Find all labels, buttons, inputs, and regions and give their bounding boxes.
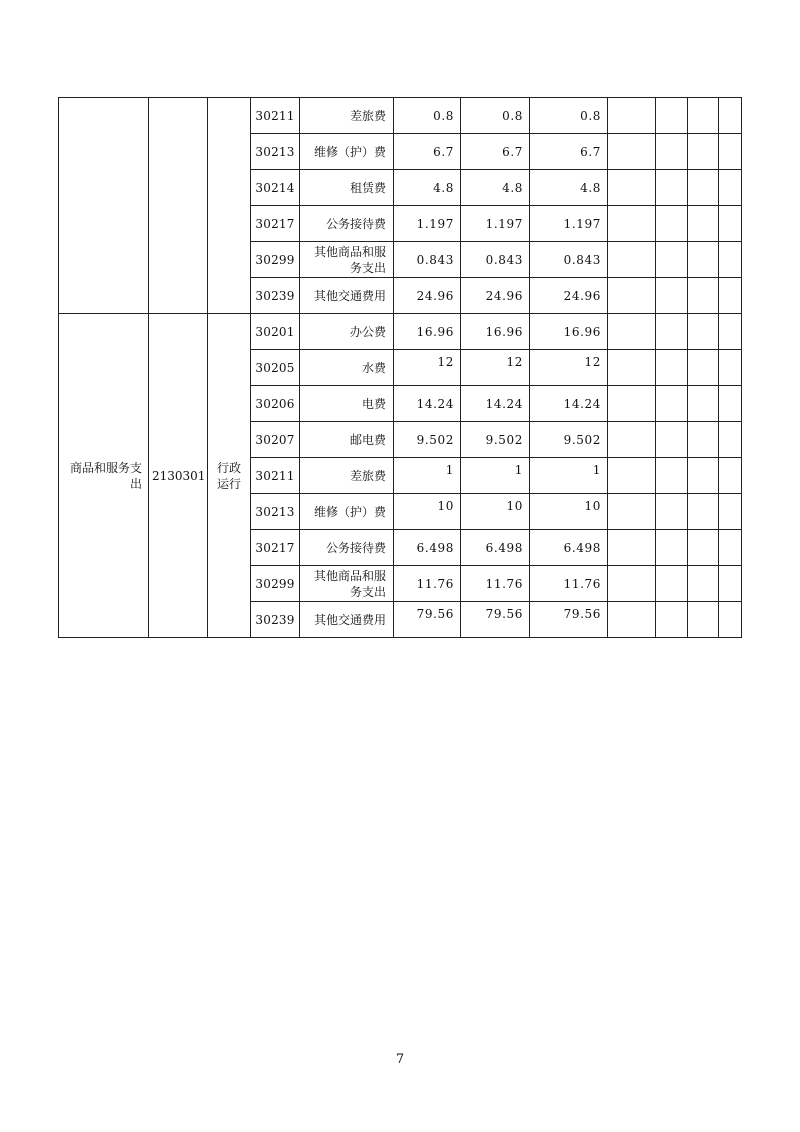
item-code-cell: 30217 [251,530,300,566]
empty-cell [656,206,688,242]
public-value-cell: 9.502 [530,422,608,458]
item-code-cell: 30211 [251,458,300,494]
empty-cell [656,494,688,530]
empty-cell [719,350,742,386]
public-value-cell: 0.8 [530,98,608,134]
empty-cell [608,350,656,386]
public-value-cell: 6.7 [530,134,608,170]
total-value-cell: 12 [394,350,461,386]
empty-cell [608,422,656,458]
empty-cell [719,458,742,494]
empty-cell [656,458,688,494]
empty-cell [688,242,719,278]
total-value-cell: 1.197 [394,206,461,242]
item-name-cell: 其他商品和服务支出 [300,242,394,278]
public-value-cell: 12 [530,350,608,386]
empty-cell [608,494,656,530]
public-value-cell: 4.8 [530,170,608,206]
budget-table [58,97,742,638]
empty-cell [608,170,656,206]
table-row [59,314,742,350]
item-name-cell: 公务接待费 [300,530,394,566]
basic-value-cell: 16.96 [461,314,530,350]
empty-cell [719,422,742,458]
item-name-cell: 其他交通费用 [300,278,394,314]
total-value-cell: 6.498 [394,530,461,566]
item-name-cell: 差旅费 [300,98,394,134]
item-code-cell: 30217 [251,206,300,242]
item-name-cell: 租赁费 [300,170,394,206]
empty-cell [719,242,742,278]
empty-cell [719,530,742,566]
empty-cell [688,134,719,170]
basic-value-cell: 6.7 [461,134,530,170]
total-value-cell: 11.76 [394,566,461,602]
empty-cell [688,530,719,566]
empty-cell [656,350,688,386]
empty-cell [656,134,688,170]
public-value-cell: 1.197 [530,206,608,242]
empty-cell [719,134,742,170]
public-value-cell: 1 [530,458,608,494]
empty-cell [656,422,688,458]
dept-cell [208,98,251,314]
empty-cell [656,278,688,314]
public-value-cell: 14.24 [530,386,608,422]
dept-cell: 行政运行 [208,314,251,638]
item-code-cell: 30239 [251,602,300,638]
empty-cell [688,206,719,242]
empty-cell [688,350,719,386]
empty-cell [608,530,656,566]
total-value-cell: 4.8 [394,170,461,206]
empty-cell [608,314,656,350]
item-code-cell: 30206 [251,386,300,422]
basic-value-cell: 24.96 [461,278,530,314]
total-value-cell: 1 [394,458,461,494]
empty-cell [719,386,742,422]
item-code-cell: 30207 [251,422,300,458]
item-name-cell: 其他商品和服务支出 [300,566,394,602]
total-value-cell: 16.96 [394,314,461,350]
item-name-cell: 邮电费 [300,422,394,458]
empty-cell [656,530,688,566]
item-code-cell: 30211 [251,98,300,134]
empty-cell [608,386,656,422]
empty-cell [719,494,742,530]
item-name-cell: 其他交通费用 [300,602,394,638]
basic-value-cell: 14.24 [461,386,530,422]
function-code-cell: 2130301 [149,314,208,638]
public-value-cell: 24.96 [530,278,608,314]
empty-cell [688,602,719,638]
table-row [59,98,742,134]
empty-cell [719,314,742,350]
empty-cell [656,566,688,602]
item-name-cell: 差旅费 [300,458,394,494]
empty-cell [608,206,656,242]
basic-value-cell: 12 [461,350,530,386]
item-code-cell: 30299 [251,566,300,602]
total-value-cell: 0.8 [394,98,461,134]
basic-value-cell: 0.8 [461,98,530,134]
basic-value-cell: 1.197 [461,206,530,242]
empty-cell [688,314,719,350]
total-value-cell: 0.843 [394,242,461,278]
total-value-cell: 6.7 [394,134,461,170]
public-value-cell: 6.498 [530,530,608,566]
total-value-cell: 14.24 [394,386,461,422]
empty-cell [656,386,688,422]
empty-cell [688,458,719,494]
public-value-cell: 11.76 [530,566,608,602]
total-value-cell: 79.56 [394,602,461,638]
empty-cell [608,278,656,314]
empty-cell [719,602,742,638]
category-cell [59,98,149,314]
public-value-cell: 10 [530,494,608,530]
empty-cell [719,170,742,206]
total-value-cell: 9.502 [394,422,461,458]
empty-cell [688,494,719,530]
empty-cell [719,98,742,134]
item-code-cell: 30299 [251,242,300,278]
item-name-cell: 公务接待费 [300,206,394,242]
empty-cell [656,170,688,206]
empty-cell [719,278,742,314]
basic-value-cell: 1 [461,458,530,494]
table-body [59,98,742,638]
category-cell: 商品和服务支出 [59,314,149,638]
empty-cell [719,206,742,242]
empty-cell [656,314,688,350]
item-code-cell: 30205 [251,350,300,386]
empty-cell [656,602,688,638]
empty-cell [608,98,656,134]
empty-cell [608,602,656,638]
empty-cell [688,98,719,134]
basic-value-cell: 11.76 [461,566,530,602]
empty-cell [688,422,719,458]
empty-cell [608,458,656,494]
empty-cell [688,278,719,314]
item-code-cell: 30213 [251,494,300,530]
empty-cell [688,566,719,602]
basic-value-cell: 0.843 [461,242,530,278]
page-number: 7 [395,1052,405,1067]
total-value-cell: 10 [394,494,461,530]
empty-cell [688,170,719,206]
function-code-cell [149,98,208,314]
basic-value-cell: 79.56 [461,602,530,638]
public-value-cell: 79.56 [530,602,608,638]
empty-cell [719,566,742,602]
public-value-cell: 16.96 [530,314,608,350]
item-code-cell: 30214 [251,170,300,206]
empty-cell [656,242,688,278]
item-name-cell: 维修（护）费 [300,494,394,530]
item-name-cell: 水费 [300,350,394,386]
total-value-cell: 24.96 [394,278,461,314]
basic-value-cell: 9.502 [461,422,530,458]
empty-cell [608,134,656,170]
item-code-cell: 30239 [251,278,300,314]
empty-cell [656,98,688,134]
empty-cell [608,242,656,278]
empty-cell [608,566,656,602]
item-code-cell: 30213 [251,134,300,170]
item-code-cell: 30201 [251,314,300,350]
item-name-cell: 维修（护）费 [300,134,394,170]
basic-value-cell: 6.498 [461,530,530,566]
public-value-cell: 0.843 [530,242,608,278]
basic-value-cell: 4.8 [461,170,530,206]
basic-value-cell: 10 [461,494,530,530]
empty-cell [688,386,719,422]
item-name-cell: 办公费 [300,314,394,350]
item-name-cell: 电费 [300,386,394,422]
